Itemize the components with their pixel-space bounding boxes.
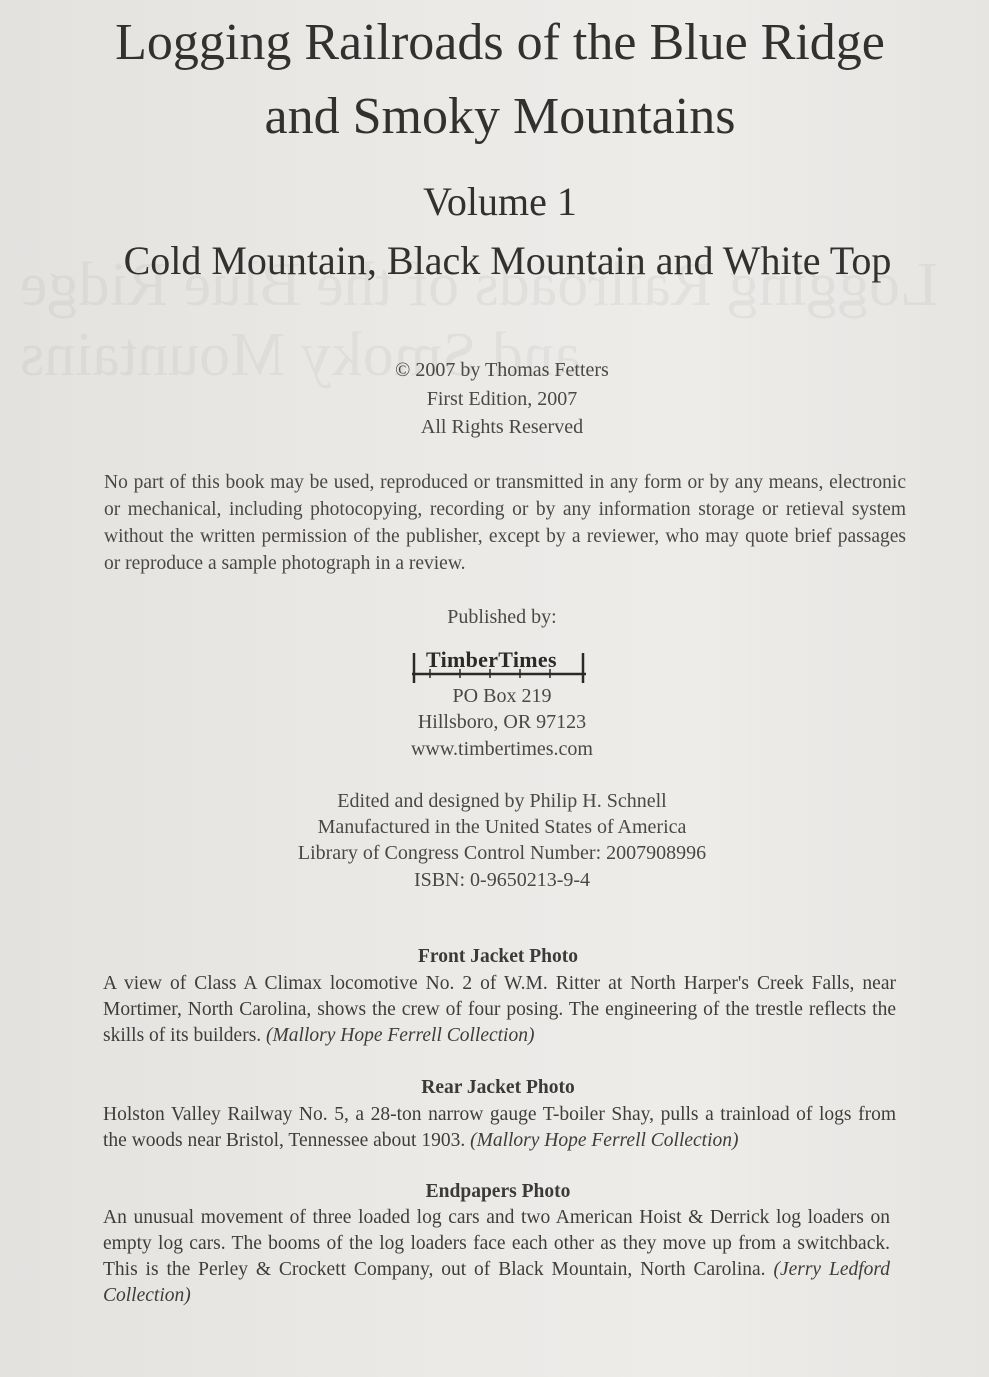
publisher-address-2: Hillsboro, OR 97123 <box>417 711 587 733</box>
book-title-line-2: and Smoky Mountains <box>264 88 736 145</box>
publisher-address-1: PO Box 219 <box>452 685 552 707</box>
isbn-line: ISBN: 0-9650213-9-4 <box>413 869 591 891</box>
manufactured-line: Manufactured in the United States of America <box>317 816 687 838</box>
rear-photo-caption <box>103 1102 896 1154</box>
endpapers-photo-caption <box>103 1205 890 1309</box>
book-title-line-1: Logging Railroads of the Blue Ridge <box>115 14 885 71</box>
edition-line: First Edition, 2007 <box>426 388 578 410</box>
endpapers-photo-credit: (Jerry Ledford Collection) <box>103 1259 891 1306</box>
endpapers-photo-heading: Endpapers Photo <box>425 1181 571 1202</box>
copyright-line: © 2007 by Thomas Fetters <box>395 359 609 381</box>
rights-notice: No part of this book may be used, reproduced or transmitted in any form or by any means, electronic or mechanical, including photocopying, recording or by any information storage or retieval system without the written permission of the publisher, except by a reviewer, who may quote brief passages or reproduce a sample photograph in a review. <box>104 472 906 574</box>
rear-photo-credit: (Mallory Hope Ferrell Collection) <box>470 1130 739 1151</box>
front-photo-credit: (Mallory Hope Ferrell Collection) <box>266 1025 535 1046</box>
book-title <box>100 10 900 150</box>
front-photo-caption <box>103 971 896 1049</box>
rear-photo-heading: Rear Jacket Photo <box>421 1077 575 1098</box>
published-by-label: Published by: <box>447 606 557 628</box>
front-photo-text: A view of Class A Climax locomotive No. 2 of W.M. Ritter at North Harper's Creek Falls, near Mortimer, North Carolina, shows the crew of four posing. The engineering of the trestle reflects the skills of its builders. <box>103 973 896 1046</box>
rear-photo-text: Holston Valley Railway No. 5, a 28-ton narrow gauge T-boiler Shay, pulls a trainload of logs from the woods near Bristol, Tennessee about 1903. <box>103 1104 896 1151</box>
logo-text: TimberTimes <box>426 647 557 672</box>
endpapers-photo-text: An unusual movement of three loaded log cars and two American Hoist & Derrick log loaders on empty log cars. The booms of the log loaders face each other as they move up from a switchback. This is the Perley & Crockett Company, out of Black Mountain, North Carolina. <box>103 1207 890 1280</box>
lccn-line: Library of Congress Control Number: 2007908996 <box>297 842 707 864</box>
editor-credit: Edited and designed by Philip H. Schnell <box>337 790 667 812</box>
publisher-website: www.timbertimes.com <box>410 738 593 760</box>
front-photo-heading: Front Jacket Photo <box>418 946 578 967</box>
timbertimes-logo <box>410 647 590 685</box>
rights-reserved-line: All Rights Reserved <box>420 416 584 438</box>
volume-subtitle: Cold Mountain, Black Mountain and White Top <box>123 238 892 283</box>
volume-label: Volume 1 <box>423 179 577 224</box>
